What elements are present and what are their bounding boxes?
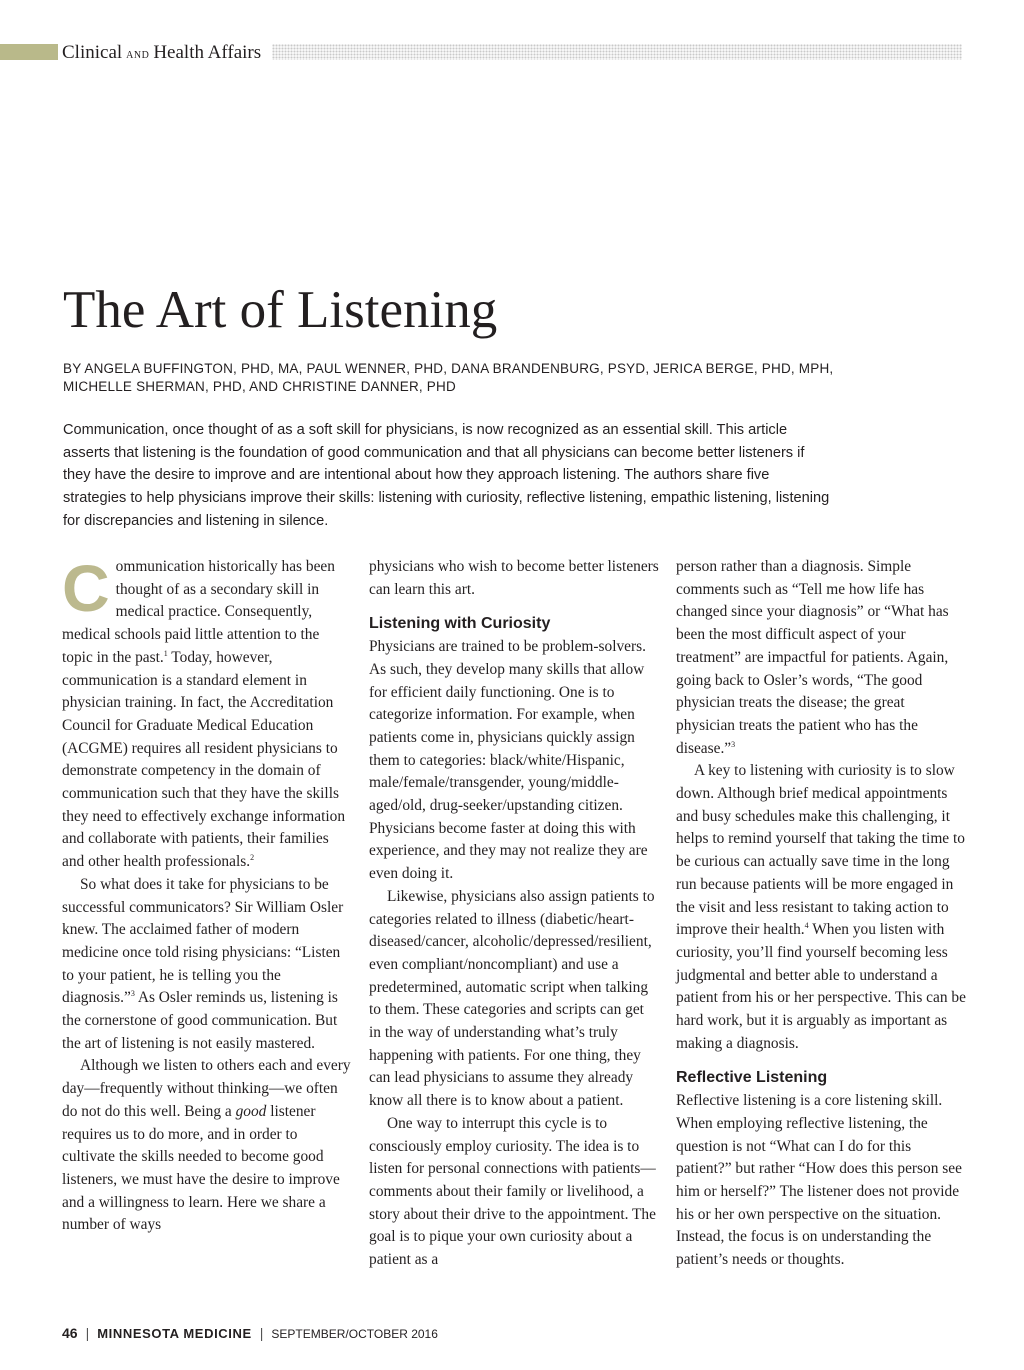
paragraph: physicians who wish to become better listeners can learn this art. (369, 558, 659, 598)
paragraph: Reflective listening is a core listening skill. When employing reflective listening, the question is not “What can I do for this patient?” but rather “How does this person see him or herself?” The listener does not provide his or her own perspective on the situation. Instead, the focus is on understanding the patient’s needs or thoughts. (676, 1092, 962, 1269)
paragraph: Physicians are trained to be problem-solvers. As such, they develop many skills that allow for efficient daily functioning. One is to categorize information. For example, when patients come in, physicians quickly assign them to categories: black/white/Hispanic, male/female/transgender, young/middle-aged/old, drug-seeker/upstanding citizen. Physicians become faster at doing this with experience, and they may not realize they are even doing it. (369, 638, 648, 883)
footer-divider: | (85, 1325, 90, 1341)
section-header (0, 42, 962, 62)
paragraph: Communication historically has been thought of as a secondary skill in medical practice. Consequently, medical schools paid little attention to the topic in the past.$^1$ Today, however, communication is a standard element in physician training. In fact, the Accreditation Council for Graduate Medical Education (ACGME) requires all resident physicians to demonstrate competency in the domain of communication such that they have the skills they need to effectively exchange information and collaborate with patients, their families and other health professionals.$^2$ (62, 551, 346, 871)
paragraph: So what does it take for physicians to be successful communicators? Sir William Osler knew. The acclaimed father of modern medicine once told rising physicians: “Listen to your patient, he is telling you the diagnosis.”$^3$ As Osler reminds us, listening is the cornerstone of good communication. But the art of listening is not easily mastered. (62, 875, 344, 1052)
header-dot-pattern (272, 44, 962, 60)
header-accent-bar (0, 44, 58, 60)
section-heading: Listening with Curiosity (369, 615, 551, 633)
issue-date: SEPTEMBER/OCTOBER 2016 (271, 1327, 438, 1341)
byline: BY ANGELA BUFFINGTON, PHD, MA, PAUL WENNER, PHD, DANA BRANDENBURG, PSYD, JERICA BERGE, PHD, MPH, MICHELLE SHERMAN, PHD, AND CHRISTINE DANNER, PHD (63, 361, 834, 394)
magazine-name: MINNESOTA MEDICINE (97, 1326, 252, 1341)
reference-marker: 3 (130, 989, 135, 999)
page-number: 46 (62, 1325, 78, 1341)
drop-cap: C (62, 551, 110, 625)
column-3 (676, 556, 966, 1272)
footer-divider: | (259, 1325, 264, 1341)
abstract: Communication, once thought of as a soft skill for physicians, is now recognized as an essential skill. This article asserts that listening is the foundation of good communication and that all physicians can become better listeners if they have the desire to improve and are intentional about how they approach listening. The authors share five strategies to help physicians improve their skills: listening with curiosity, reflective listening, empathic listening, listening for discrepancies and listening in silence. (63, 422, 830, 529)
reference-marker: 3 (731, 739, 736, 749)
article-title: The Art of Listening (63, 281, 498, 339)
paragraph: One way to interrupt this cycle is to consciously employ curiosity. The idea is to listen for personal connections with patients—comments about their family or livelihood, a story about their drive to the appointment. The goal is to pique your own curiosity about a patient as a (369, 1114, 656, 1269)
section-label: Clinical AND Health Affairs (62, 42, 262, 63)
paragraph: Although we listen to others each and every day—frequently without thinking—we often do not do this well. Being a good listener requires us to do more, and in order to cultivate the skills needed to become good listeners, we must have the desire to improve and a willingness to learn. Here we share a number of ways (62, 1057, 351, 1234)
reference-marker: 2 (250, 853, 255, 863)
paragraph: Likewise, physicians also assign patients to categories related to illness (diabetic/heart-diseased/cancer, alcoholic/depressed/resilient, even compliant/noncompliant) and use a predetermined, automatic script when talking to them. These categories and scripts can get in the way of understanding what’s truly happening with patients. For one thing, they can lead physicians to assume they already know all there is to know about a patient. (369, 887, 655, 1110)
reference-marker: 1 (163, 648, 168, 658)
paragraph: A key to listening with curiosity is to slow down. Although brief medical appointments and busy schedules make this challenging, it helps to remind yourself that taking the time to be curious can actually save time in the long run because patients will be more engaged in the visit and less resistant to taking action to improve their health.$^4$ When you listen with curiosity, you’ll find yourself becoming less judgmental and better able to understand a patient from his or her perspective. This can be hard work, but it is arguably as important as making a diagnosis. (676, 762, 966, 1052)
paragraph: person rather than a diagnosis. Simple comments such as “Tell me how life has changed since your diagnosis” or “What has been the most difficult aspect of your treatment” are impactful for patients. Again, going back to Osler’s words, “The good physician treats the disease; the great physician treats the patient who has the disease.”$^3$ (676, 558, 949, 757)
reference-marker: 4 (804, 921, 809, 931)
column-2 (369, 556, 659, 1272)
column-1 (62, 551, 352, 1237)
section-heading: Reflective Listening (676, 1069, 828, 1087)
page-footer (62, 1325, 438, 1341)
